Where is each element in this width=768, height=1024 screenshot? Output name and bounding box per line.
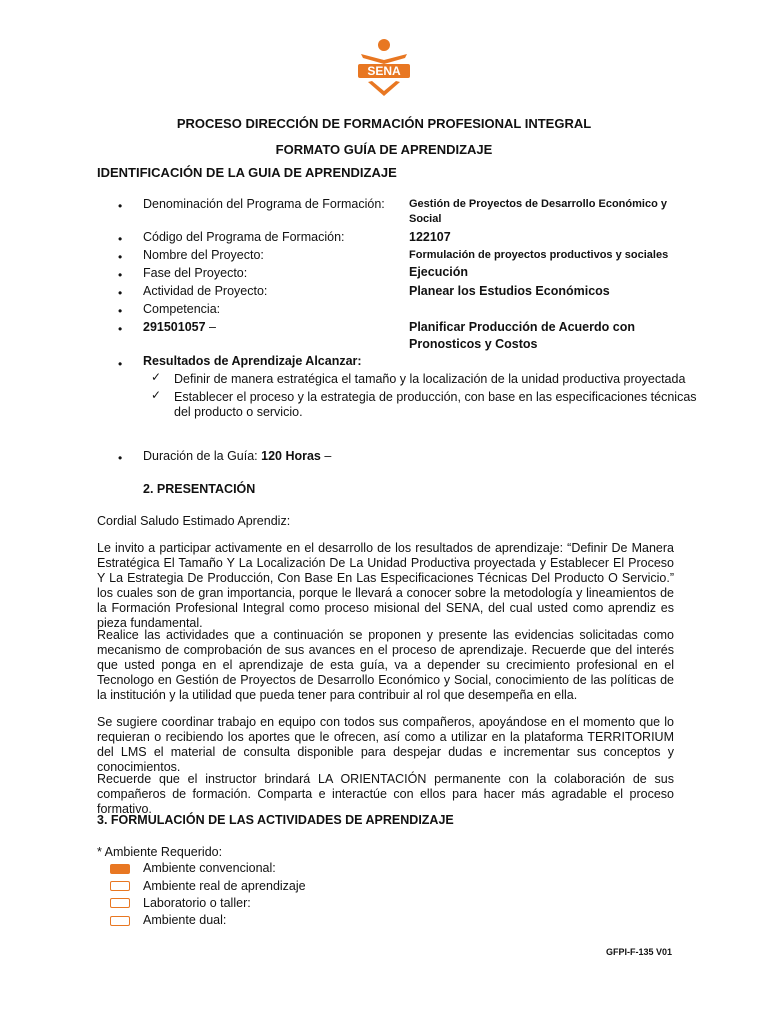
competencia-code-line: [143, 320, 216, 334]
bullet: •: [118, 268, 123, 282]
denominacion-value-2: Social: [409, 213, 442, 225]
ambiente-dual-checkbox[interactable]: [110, 916, 130, 926]
presentacion-paragraph-1: Le invito a participar activamente en el desarrollo de los resultados de aprendizaje: “Definir De Manera Estratégica El Tamaño Y La Localización De La Unidad Productiva proyectada y Establecer El Proceso Y La Estrategia De Producción, Con Base En Las Especificaciones Técnicas Del Producto O Servicio.” los cuales son de gran importancia, porque le llevará a conocer sobre la metodología y lineamientos de la Formación Profesional Integral como proceso misional del SENA, del cual usted como aprendiz es pieza fundamental.: [97, 541, 674, 630]
bullet: •: [118, 199, 123, 213]
formulacion-heading: 3. FORMULACIÓN DE LAS ACTIVIDADES DE APRENDIZAJE: [97, 813, 454, 827]
competencia-code: 291501057: [143, 320, 206, 334]
denominacion-label: Denominación del Programa de Formación:: [143, 197, 385, 211]
checkmark-icon: ✓: [151, 370, 162, 384]
ambiente-convencional-label: Ambiente convencional:: [143, 861, 276, 875]
competencia-value-2: Pronosticos y Costos: [409, 337, 538, 351]
proyecto-value: Formulación de proyectos productivos y sociales: [409, 249, 669, 261]
duracion-label: Duración de la Guía:: [143, 449, 262, 463]
actividad-label: Actividad de Proyecto:: [143, 284, 268, 298]
ambiente-dual-label: Ambiente dual:: [143, 913, 227, 927]
duracion-line: [143, 449, 331, 463]
ambiente-real-checkbox[interactable]: [110, 881, 130, 891]
document-code: GFPI-F-135 V01: [605, 947, 672, 957]
presentacion-paragraph-4: Recuerde que el instructor brindará LA ORIENTACIÓN permanente con la colaboración de sus compañeros de formación. Comparta e interactúe con ellos para hacer más agradable el proceso formativo.: [97, 772, 674, 816]
actividad-value: Planear los Estudios Económicos: [409, 284, 610, 298]
bullet: •: [118, 250, 123, 264]
svg-text:SENA: SENA: [367, 64, 401, 78]
proyecto-label: Nombre del Proyecto:: [143, 248, 264, 262]
competencia-value-1: Planificar Producción de Acuerdo con: [409, 320, 635, 334]
bullet: •: [118, 357, 123, 371]
ambiente-real-label: Ambiente real de aprendizaje: [143, 879, 306, 893]
resultado-2-line-1: Establecer el proceso y la estrategia de producción, con base en las especificaciones técnicas: [174, 390, 697, 404]
competencia-label: Competencia:: [143, 302, 221, 316]
denominacion-value-1: Gestión de Proyectos de Desarrollo Económico y: [409, 198, 667, 210]
bullet: •: [118, 286, 123, 300]
resultado-1: Definir de manera estratégica el tamaño y la localización de la unidad productiva proyectada: [174, 372, 686, 386]
bullet: •: [118, 304, 123, 318]
presentacion-heading: 2. PRESENTACIÓN: [143, 482, 256, 496]
bullet: •: [118, 322, 123, 336]
duracion-suffix: –: [320, 449, 332, 463]
presentacion-paragraph-2: Realice las actividades que a continuación se proponen y presente las evidencias solicitadas como mecanismo de comprobación de sus avances en el proceso de aprendizaje. Recuerde que del interés que usted ponga en el aprendizaje de esta guía, va a depender su crecimiento profesional en el Tecnologo en Gestión de Proyectos de Desarrollo Económico y Social, conocimiento de las políticas de la institución y la utilidad que pueda tener para contribuir al rol que desempeña en ella.: [97, 628, 674, 702]
competencia-dash: –: [205, 320, 217, 334]
laboratorio-taller-checkbox[interactable]: [110, 898, 130, 908]
document-subtitle: FORMATO GUÍA DE APRENDIZAJE: [275, 142, 493, 157]
laboratorio-taller-label: Laboratorio o taller:: [143, 896, 251, 910]
resultados-label: Resultados de Aprendizaje Alcanzar:: [143, 354, 362, 368]
greeting: Cordial Saludo Estimado Aprendiz:: [97, 514, 291, 528]
document-title: PROCESO DIRECCIÓN DE FORMACIÓN PROFESIONAL INTEGRAL: [176, 116, 592, 131]
bullet: •: [118, 451, 123, 465]
sena-logo: [355, 38, 413, 100]
fase-label: Fase del Proyecto:: [143, 266, 248, 280]
codigo-label: Código del Programa de Formación:: [143, 230, 345, 244]
codigo-value: 122107: [409, 230, 451, 244]
resultado-2-line-2: del producto o servicio.: [174, 405, 303, 419]
checkmark-icon: ✓: [151, 388, 162, 402]
bullet: •: [118, 232, 123, 246]
ambiente-convencional-checkbox[interactable]: [110, 864, 130, 874]
section-identificacion-heading: IDENTIFICACIÓN DE LA GUIA DE APRENDIZAJE: [97, 165, 397, 180]
fase-value: Ejecución: [409, 265, 469, 279]
duracion-value: 120 Horas: [261, 449, 321, 463]
ambiente-requerido-label: * Ambiente Requerido:: [97, 845, 223, 859]
presentacion-paragraph-3: Se sugiere coordinar trabajo en equipo con todos sus compañeros, apoyándose en el momento que lo requieran o recibiendo los aportes que le ofrecen, así como a utilizar en la plataforma TERRITORIUM del LMS el material de consulta disponible para despejar dudas e incrementar sus conceptos y conocimientos.: [97, 715, 674, 774]
